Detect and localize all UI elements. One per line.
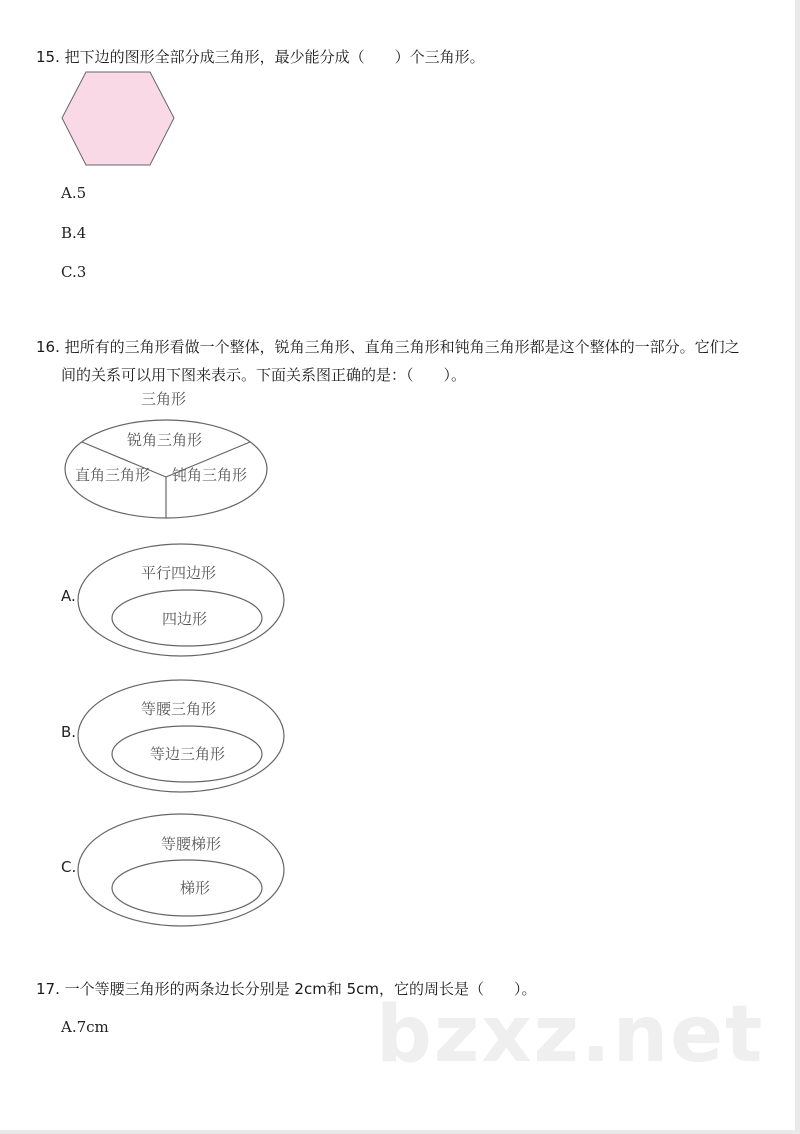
question-text: 一个等腰三角形的两条边长分别是 2cm和 5cm，它的周长是（ ）。 [64, 980, 537, 998]
option-a-venn[interactable] [76, 542, 288, 660]
section-obtuse: 钝角三角形 [172, 466, 248, 484]
section-acute: 锐角三角形 [127, 431, 203, 449]
option-c-inner: 梯形 [180, 879, 211, 897]
q16-option-b-label[interactable]: B. [61, 723, 77, 741]
option-c-outer: 等腰梯形 [161, 835, 222, 853]
question-number: 15. [36, 48, 60, 66]
option-c-venn[interactable] [76, 812, 288, 930]
q15-option-a[interactable]: A.5 [61, 184, 87, 202]
option-b-inner: 等边三角形 [150, 745, 226, 763]
q16-option-a-label[interactable]: A. [61, 587, 76, 605]
question-17 [36, 979, 536, 999]
question-15 [36, 47, 485, 67]
q16-option-c-label[interactable]: C. [61, 858, 77, 876]
question-text-line1: 把所有的三角形看做一个整体，锐角三角形、直角三角形和钝角三角形都是这个整体的一部分。它们之 [64, 338, 740, 356]
section-right: 直角三角形 [75, 466, 151, 484]
question-number: 17. [36, 980, 60, 998]
question-16-line2: 间的关系可以用下图来表示。下面关系图正确的是：（ ）。 [61, 366, 467, 384]
q15-option-c[interactable]: C.3 [61, 263, 87, 281]
option-a-inner: 四边形 [162, 610, 208, 628]
example-figure-title: 三角形 [141, 390, 187, 408]
q15-option-b[interactable]: B.4 [61, 224, 87, 242]
q17-option-a[interactable]: A.7cm [61, 1018, 109, 1036]
watermark: bzxz.net [376, 990, 765, 1080]
option-b-venn[interactable] [76, 678, 288, 796]
question-text: 把下边的图形全部分成三角形，最少能分成（ ）个三角形。 [64, 48, 485, 66]
question-16 [36, 337, 740, 357]
option-a-outer: 平行四边形 [141, 564, 217, 582]
question-number: 16. [36, 338, 60, 356]
hexagon-figure [60, 70, 178, 170]
option-b-outer: 等腰三角形 [141, 700, 217, 718]
